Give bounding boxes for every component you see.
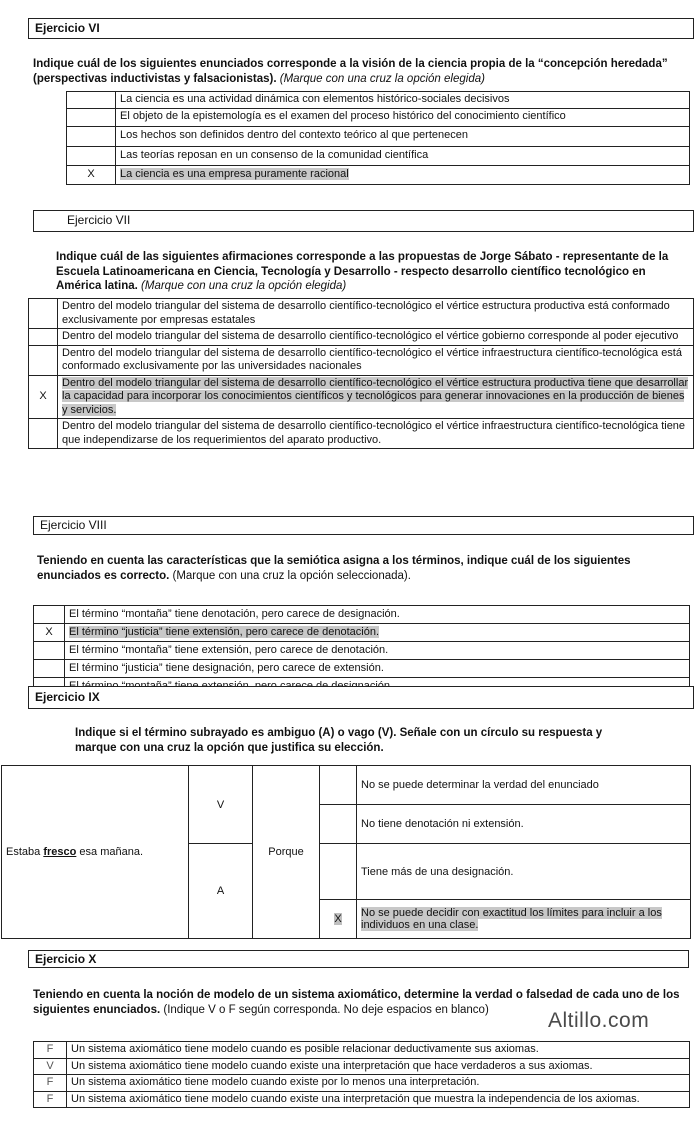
option-text: Las teorías reposan en un consenso de la comunidad científica xyxy=(116,146,690,165)
ej6-title: Ejercicio VI xyxy=(28,18,694,39)
table-row xyxy=(34,1042,690,1059)
ej7-title: Ejercicio VII xyxy=(33,210,694,232)
option-mark[interactable]: F xyxy=(34,1042,67,1059)
option-text: Dentro del modelo triangular del sistema de desarrollo científico-tecnológico el vértice infraestructura científico-tecnológica está conformado exclusivamente por las universidades nacionales xyxy=(58,345,694,375)
table-row xyxy=(34,1091,690,1108)
option-mark[interactable] xyxy=(320,805,357,844)
option-mark[interactable] xyxy=(34,606,65,624)
ej9-table xyxy=(1,765,691,939)
option-text: Dentro del modelo triangular del sistema de desarrollo científico-tecnológico el vértice infraestructura científico-tecnológica tiene que independizarse de los requerimientos del aparato productivo. xyxy=(58,419,694,449)
option-mark[interactable] xyxy=(29,419,58,449)
ej6-prompt-note: (Marque con una cruz la opción elegida) xyxy=(279,72,485,85)
option-text: El objeto de la epistemología es el examen del proceso histórico del conocimiento científico xyxy=(116,108,690,126)
option-mark[interactable] xyxy=(29,345,58,375)
ej10-prompt-text: Teniendo en cuenta la noción de modelo de un sistema axiomático, determine la verdad o falsedad de cada uno de los siguientes enunciados. xyxy=(33,989,680,1016)
table-row xyxy=(29,329,694,346)
option-text xyxy=(58,375,694,419)
ej8-options-table xyxy=(33,605,690,696)
option-mark[interactable] xyxy=(34,642,65,660)
table-row xyxy=(34,642,690,660)
ej6-prompt-text: Indique cuál de los siguientes enunciados corresponde a la visión de la ciencia propia de la “concepción heredada” (perspectivas inductivistas y falsacionistas). xyxy=(33,58,668,85)
option-mark[interactable] xyxy=(34,660,65,678)
option-mark[interactable] xyxy=(29,329,58,346)
option-mark[interactable]: F xyxy=(34,1075,67,1092)
ej8-prompt-note: (Marque con una cruz la opción seleccionada). xyxy=(172,569,411,582)
option-mark[interactable]: X xyxy=(67,165,116,184)
table-row xyxy=(34,606,690,624)
selected-answer: Dentro del modelo triangular del sistema de desarrollo científico-tecnológico el vértice estructura productiva tiene que desarrollar la capacidad para incorporar los conocimientos científicos y tecnológicos para generar innovaciones en la producción de bienes y servicios. xyxy=(62,376,689,416)
option-mark[interactable] xyxy=(320,844,357,900)
ej9-sentence xyxy=(2,766,189,939)
sentence-post: esa mañana. xyxy=(76,846,143,858)
ej7-prompt-text: Indique cuál de las siguientes afirmaciones corresponde a las propuestas de Jorge Sábato - representante de la Escuela Latinoamericana en Ciencia, Tecnología y Desarrollo - respecto desarrollo científico tecnológico en América latina. xyxy=(56,251,669,292)
ej9-prompt-text: Indique si el término subrayado es ambiguo (A) o vago (V). Señale con un círculo su respuesta y marque con una cruz la opción que justifica su elección. xyxy=(75,727,603,754)
option-text xyxy=(116,165,690,184)
porque-label: Porque xyxy=(253,766,320,939)
option-mark[interactable] xyxy=(29,299,58,329)
option-mark[interactable]: X xyxy=(29,375,58,419)
option-text: Un sistema axiomático tiene modelo cuando existe una interpretación que hace verdaderos a sus axiomas. xyxy=(67,1058,690,1075)
ej7-prompt xyxy=(56,250,676,294)
ej10-prompt-note: (Indique V o F según corresponda. No deje espacios en blanco) xyxy=(163,1003,489,1016)
ej10-options-table xyxy=(33,1041,690,1108)
ej9-title: Ejercicio IX xyxy=(28,686,694,709)
ej9-prompt xyxy=(75,726,635,755)
table-row xyxy=(34,1058,690,1075)
table-row xyxy=(34,624,690,642)
selected-answer: El término “justicia” tiene extensión, pero carece de denotación. xyxy=(69,625,380,638)
option-text: No se puede determinar la verdad del enunciado xyxy=(357,766,691,805)
option-text: El término “montaña” tiene denotación, pero carece de designación. xyxy=(65,606,690,624)
ej8-prompt xyxy=(37,554,677,583)
option-a[interactable]: A xyxy=(189,844,253,939)
table-row xyxy=(67,108,690,126)
sentence-pre: Estaba xyxy=(6,846,44,858)
option-mark[interactable]: F xyxy=(34,1091,67,1108)
option-text: El término “montaña” tiene extensión, pero carece de denotación. xyxy=(65,642,690,660)
option-mark[interactable] xyxy=(67,146,116,165)
watermark: Altillo.com xyxy=(548,1009,650,1032)
option-mark[interactable] xyxy=(320,766,357,805)
option-mark[interactable] xyxy=(67,108,116,126)
ej7-prompt-note: (Marque con una cruz la opción elegida) xyxy=(141,280,347,292)
table-row xyxy=(34,1075,690,1092)
option-text: Dentro del modelo triangular del sistema de desarrollo científico-tecnológico el vértice estructura productiva está conformado exclusivamente por empresas estatales xyxy=(58,299,694,329)
option-v[interactable]: V xyxy=(189,766,253,844)
option-text: No tiene denotación ni extensión. xyxy=(357,805,691,844)
ej7-options-table xyxy=(28,298,694,449)
ej8-prompt-text: Teniendo en cuenta las características que la semiótica asigna a los términos, indique cuál de los siguientes enunciados es correcto. xyxy=(37,555,631,582)
option-text: Un sistema axiomático tiene modelo cuando existe por lo menos una interpretación. xyxy=(67,1075,690,1092)
option-mark[interactable] xyxy=(320,900,357,939)
option-text: Un sistema axiomático tiene modelo cuando existe una interpretación que muestra la independencia de los axiomas. xyxy=(67,1091,690,1108)
selected-mark: X xyxy=(334,913,342,925)
table-row xyxy=(29,299,694,329)
option-mark[interactable]: X xyxy=(34,624,65,642)
option-text: Dentro del modelo triangular del sistema de desarrollo científico-tecnológico el vértice gobierno corresponde al poder ejecutivo xyxy=(58,329,694,346)
ej10-title: Ejercicio X xyxy=(28,950,689,968)
option-text: Los hechos son definidos dentro del contexto teórico al que pertenecen xyxy=(116,126,690,146)
option-text xyxy=(357,900,691,939)
table-row xyxy=(67,126,690,146)
option-text: El término “justicia” tiene designación, pero carece de extensión. xyxy=(65,660,690,678)
option-text: Un sistema axiomático tiene modelo cuando es posible relacionar deductivamente sus axiomas. xyxy=(67,1042,690,1059)
option-text xyxy=(65,624,690,642)
option-mark[interactable] xyxy=(67,92,116,109)
table-row xyxy=(2,766,691,805)
selected-answer: No se puede decidir con exactitud los límites para incluir a los individuos en una clase. xyxy=(361,907,662,931)
ej8-title: Ejercicio VIII xyxy=(33,516,694,535)
selected-answer: La ciencia es una empresa puramente racional xyxy=(120,167,349,180)
table-row xyxy=(29,419,694,449)
underlined-term: fresco xyxy=(43,846,77,858)
table-row xyxy=(29,375,694,419)
ej6-options-table xyxy=(66,91,690,185)
table-row xyxy=(67,165,690,184)
option-text: La ciencia es una actividad dinámica con elementos histórico-sociales decisivos xyxy=(116,92,690,109)
ej6-prompt xyxy=(33,57,673,86)
table-row xyxy=(34,660,690,678)
table-row xyxy=(29,345,694,375)
table-row xyxy=(67,146,690,165)
option-mark[interactable] xyxy=(67,126,116,146)
option-text: Tiene más de una designación. xyxy=(357,844,691,900)
option-mark[interactable]: V xyxy=(34,1058,67,1075)
table-row xyxy=(67,92,690,109)
